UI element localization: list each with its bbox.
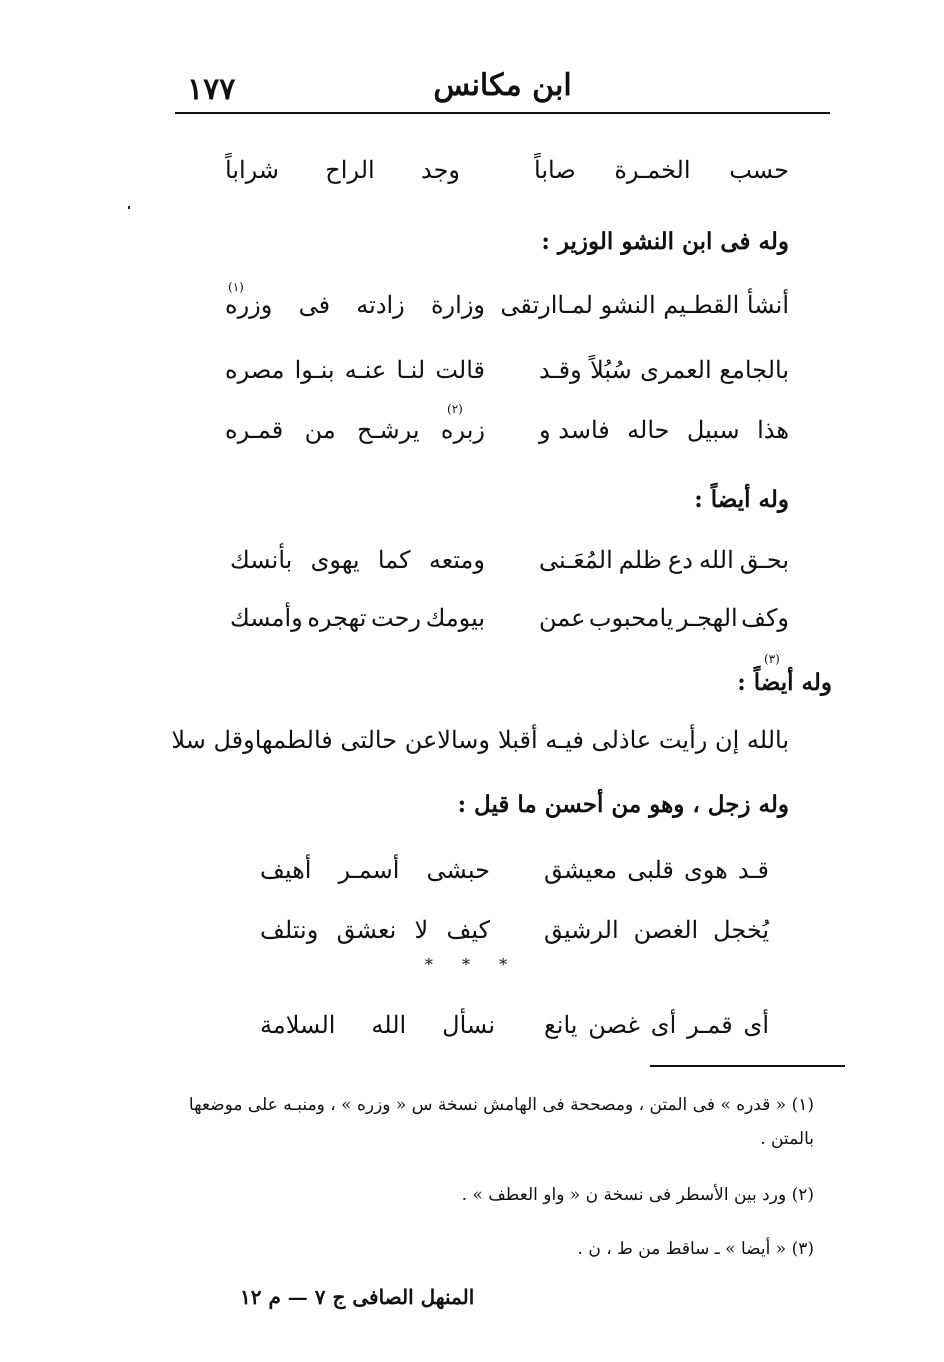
verse-8-right: وكف الهجـر يامحبوب عمن bbox=[539, 604, 789, 632]
verse-3-left: وزارة زادته فى وزره bbox=[225, 291, 485, 319]
footnote-rule bbox=[650, 1065, 845, 1067]
verse-4-right: بالجامع العمرى سُبُلاً وقـد bbox=[539, 356, 789, 384]
verse-10-left: وسالاعن حالتى فالطمهاوقل سلا bbox=[171, 726, 490, 754]
intro-line: وله فى ابن النشو الوزير : bbox=[541, 228, 789, 255]
signature-line: المنهل الصافى ج ٧ — م ١٢ bbox=[240, 1285, 475, 1309]
verse-5-right: هذا سبيل حاله فاسد و bbox=[539, 416, 789, 444]
zajal-2-left: كيف لا نعشق ونتلف bbox=[260, 916, 490, 944]
footnote-text: ورد بين الأسطر فى نسخة ن « واو العطف » . bbox=[461, 1185, 787, 1205]
zajal-3-left: نسأل الله السلامة bbox=[260, 1011, 495, 1039]
footnote-marker-2: (٢) bbox=[447, 402, 463, 416]
footnote-number: (٣) bbox=[791, 1239, 814, 1259]
zajal-3-right: أى قمـر أى غصن يانع bbox=[544, 1011, 769, 1039]
zajal-1-left: حبشى أسمـر أهيف bbox=[260, 856, 490, 884]
page-header bbox=[175, 62, 830, 108]
footnote-text: « قدره » فى المتن ، ومصححة فى الهامش نسخة س « وزره » ، ومنبـه على موضعها بالمتن . bbox=[188, 1095, 814, 1149]
footnote-text: « أيضا » ـ ساقط من ط ، ن . bbox=[577, 1239, 787, 1259]
zajal-2-right: يُخجل الغصن الرشيق bbox=[544, 916, 769, 944]
footnote-number: (٢) bbox=[791, 1185, 814, 1205]
header-rule bbox=[175, 112, 830, 114]
footnote-3 bbox=[174, 1232, 814, 1266]
verse-1-left: وجد الراح شراباً bbox=[225, 156, 460, 184]
ink-speck bbox=[128, 206, 130, 209]
verse-4-left: قالت لنـا عنـه بنـوا مصره bbox=[225, 356, 485, 384]
verse-3-right: أنشأ القطـيم النشو لمـا ارتقى bbox=[500, 291, 789, 319]
footnote-marker-3: (٣) bbox=[764, 652, 780, 666]
verse-7-left: ومتعه كما يهوى بأنسك bbox=[230, 546, 485, 574]
verse-7-right: بحـق الله دع ظلم المُعَـنى bbox=[539, 546, 789, 574]
page-number: ١٧٧ bbox=[187, 72, 236, 107]
footnote-1 bbox=[174, 1088, 814, 1156]
verse-5-left: زبره يرشـح من قمـره bbox=[225, 416, 485, 444]
intro-line: وله أيضاً : bbox=[694, 486, 789, 513]
footnote-marker-1: (١) bbox=[228, 280, 244, 294]
verse-10-right: بالله إن رأيت عاذلى فيـه أقبلا bbox=[497, 726, 789, 754]
running-title: ابن مكانس bbox=[433, 68, 572, 103]
footnote-2 bbox=[174, 1178, 814, 1212]
intro-line: وله زجل ، وهو من أحسن ما قيل : bbox=[457, 791, 789, 818]
zajal-1-right: قـد هوى قلبى معيشق bbox=[544, 856, 769, 884]
footnote-number: (١) bbox=[791, 1095, 814, 1115]
section-divider-stars: * * * bbox=[424, 955, 520, 974]
verse-8-left: بيومك رحت تهجره وأمسك bbox=[230, 604, 485, 632]
intro-line: وله أيضاً : bbox=[737, 669, 832, 696]
verse-1-right: حسب الخمـرة صاباً bbox=[534, 156, 789, 184]
